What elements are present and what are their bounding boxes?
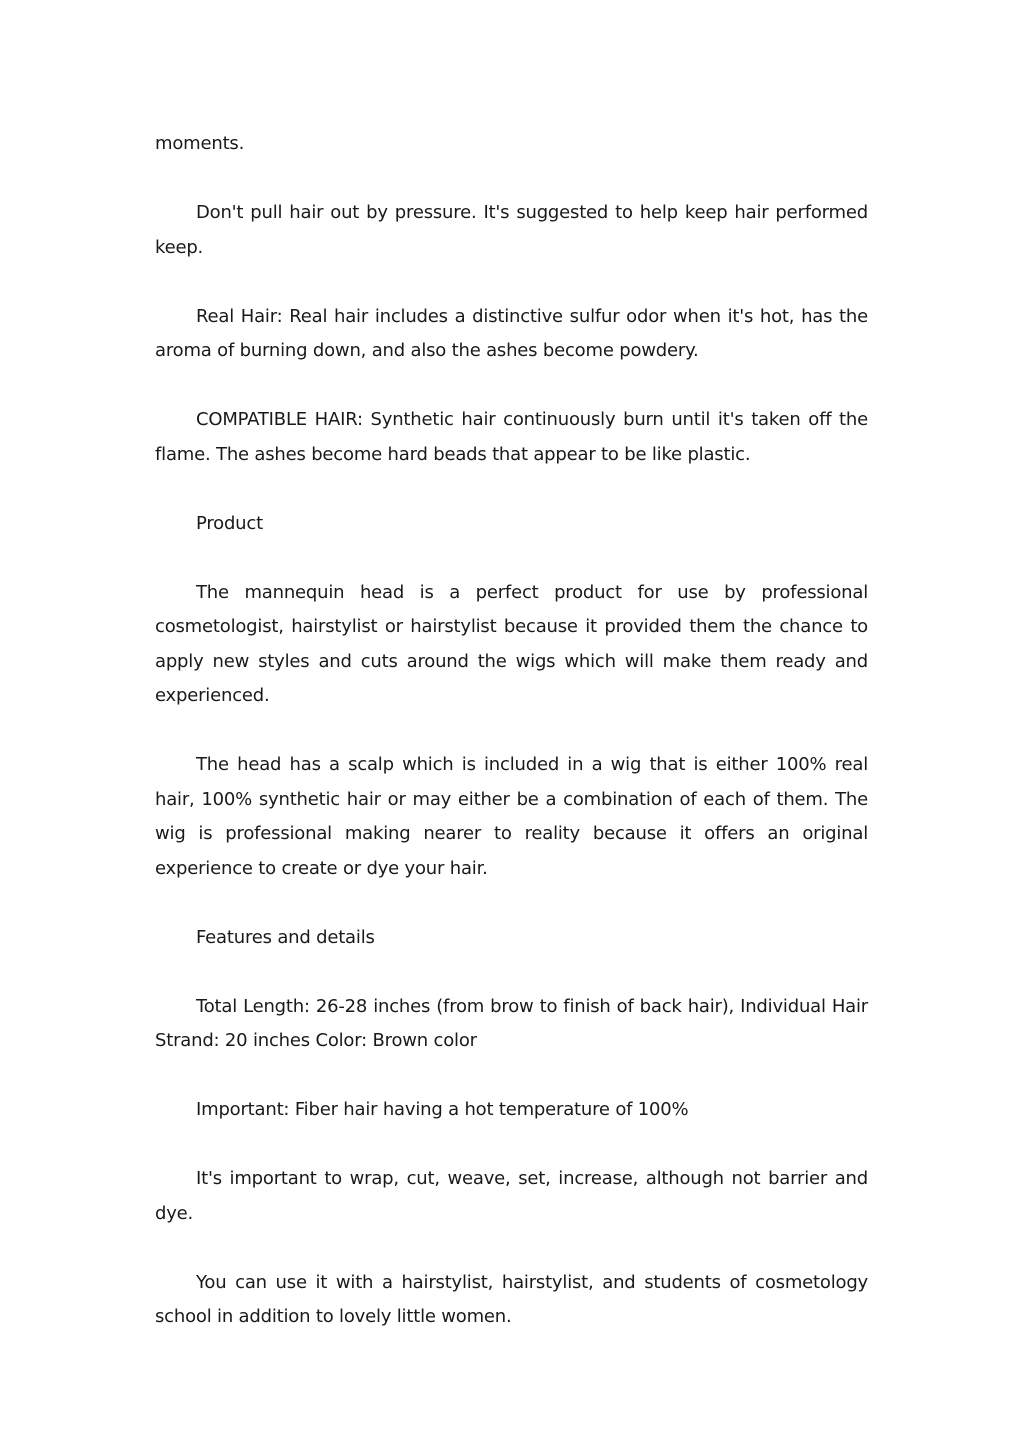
- paragraph-mannequin-head: The mannequin head is a perfect product for use by professional cosmetologist, hairstylist or hairstylist because it provided them the chance to apply new styles and cuts around the wigs which will make them ready and experienced.: [155, 581, 868, 706]
- paragraph-total-length: Total Length: 26-28 inches (from brow to finish of back hair), Individual Hair Strand: 20 inches Color: Brown color: [155, 995, 868, 1051]
- paragraph-compatible-hair: COMPATIBLE HAIR: Synthetic hair continuously burn until it's taken off the flame. The ashes become hard beads that appear to be like plastic.: [155, 409, 868, 465]
- document-body: [155, 127, 868, 1369]
- paragraph-scalp-wig: The head has a scalp which is included in a wig that is either 100% real hair, 100% synthetic hair or may either be a combination of each of them. The wig is professional making nearer to reality because it offers an original experience to create or dye your hair.: [155, 754, 868, 879]
- paragraph-hair-pressure: Don't pull hair out by pressure. It's suggested to help keep hair performed keep.: [155, 202, 868, 258]
- paragraph-real-hair: Real Hair: Real hair includes a distinctive sulfur odor when it's hot, has the aroma of burning down, and also the ashes become powdery.: [155, 305, 868, 361]
- paragraph-use-with: You can use it with a hairstylist, hairstylist, and students of cosmetology school in addition to lovely little women.: [155, 1271, 868, 1327]
- paragraph-moments: moments.: [155, 133, 245, 154]
- paragraph-wrap-cut: It's important to wrap, cut, weave, set, increase, although not barrier and dye.: [155, 1168, 868, 1224]
- heading-product: Product: [196, 512, 263, 534]
- paragraph-important: Important: Fiber hair having a hot temperature of 100%: [196, 1099, 689, 1120]
- heading-features-details: Features and details: [196, 926, 375, 948]
